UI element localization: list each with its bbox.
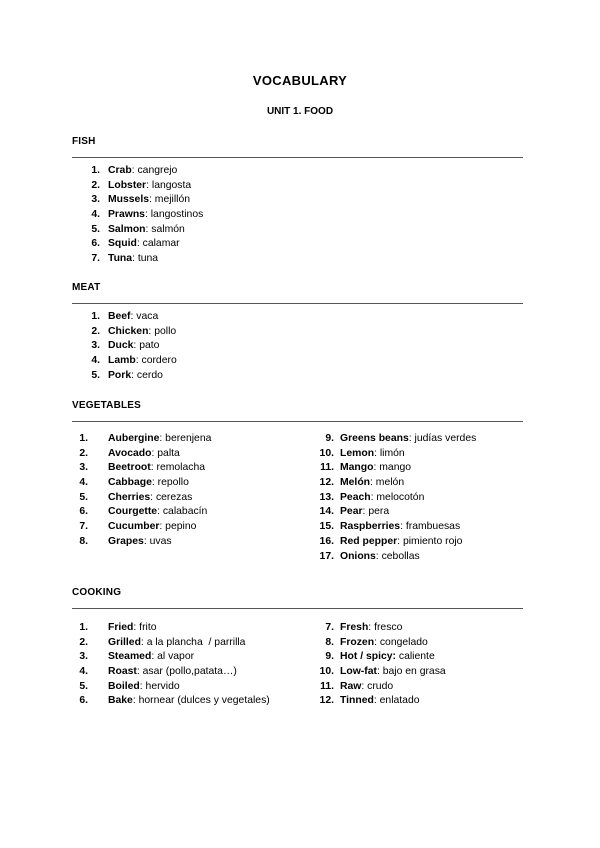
section-heading-cooking: COOKING <box>72 587 122 598</box>
spanish-translation: remolacha <box>153 462 206 474</box>
separator: : <box>370 491 374 503</box>
separator: : <box>397 535 401 547</box>
vocab-item <box>79 650 270 665</box>
vocab-item <box>319 520 476 535</box>
spanish-translation: cordero <box>138 355 177 367</box>
separator: : <box>150 462 154 474</box>
spanish-translation: pimiento rojo <box>400 535 463 547</box>
spanish-translation: cebollas <box>378 550 420 562</box>
item-number: 6. <box>79 695 88 707</box>
english-term: Lamb <box>108 355 136 367</box>
vocab-item <box>325 650 446 665</box>
item-number: 10. <box>319 666 334 678</box>
vocab-item <box>91 310 177 325</box>
item-number: 2. <box>91 179 100 191</box>
separator: : <box>373 462 377 474</box>
english-term: Cherries <box>108 491 151 503</box>
english-term: Avocado <box>108 447 152 459</box>
spanish-translation: calabacín <box>159 506 208 518</box>
separator: : <box>130 311 134 322</box>
separator: : <box>151 477 155 489</box>
item-number: 8. <box>79 535 88 547</box>
item-number: 7. <box>91 253 100 265</box>
item-number: 13. <box>319 491 334 503</box>
english-term: Roast <box>108 666 137 678</box>
spanish-translation: mango <box>376 462 412 474</box>
spanish-translation: asar (pollo,patata…) <box>139 666 237 678</box>
item-number: 4. <box>79 477 88 489</box>
vocab-item <box>319 476 476 491</box>
item-number: 9. <box>325 433 334 444</box>
fish-list <box>91 164 204 267</box>
divider-fish <box>72 157 523 158</box>
separator: : <box>373 695 377 707</box>
english-term: Beetroot <box>108 462 151 474</box>
vocab-item <box>91 208 204 223</box>
english-term: Grapes <box>108 535 144 547</box>
item-number: 12. <box>319 477 334 489</box>
english-term: Raw <box>340 680 362 692</box>
vocab-item <box>319 447 476 462</box>
vocab-item <box>91 179 203 194</box>
english-term: Lemon <box>340 447 375 459</box>
item-number: 11. <box>320 680 334 692</box>
separator: : <box>368 622 372 633</box>
separator: : <box>136 666 140 678</box>
english-term: Lobster <box>108 179 147 191</box>
separator: : <box>133 622 137 633</box>
english-term: Fried <box>108 622 134 633</box>
separator: : <box>374 447 377 459</box>
vocab-item <box>325 636 446 651</box>
english-term: Tuna <box>108 253 133 265</box>
spanish-translation: vaca <box>133 311 159 322</box>
spanish-translation: tuna <box>134 253 159 265</box>
spanish-translation: enlatado <box>376 695 420 707</box>
english-term: Raspberries <box>340 521 401 533</box>
item-number: 6. <box>91 238 100 250</box>
vocab-item <box>79 535 211 550</box>
vocab-item <box>79 694 270 709</box>
spanish-translation: fresco <box>371 622 403 633</box>
english-term: Bake <box>108 695 133 707</box>
item-number: 5. <box>91 369 100 381</box>
english-term: Grilled <box>108 636 141 648</box>
spanish-translation: cerezas <box>153 491 193 503</box>
document-title: VOCABULARY <box>252 73 348 88</box>
spanish-translation: frambuesas <box>402 521 461 533</box>
cooking-list-right <box>319 621 446 709</box>
separator: : <box>400 521 403 533</box>
spanish-translation: repollo <box>154 477 189 489</box>
item-number: 8. <box>325 636 334 648</box>
spanish-translation: langosta <box>149 179 192 191</box>
vocab-item <box>319 665 446 680</box>
item-number: 1. <box>79 433 88 444</box>
spanish-translation: salmón <box>148 223 185 235</box>
separator: : <box>136 238 140 250</box>
vocab-item <box>79 665 270 680</box>
separator: : <box>144 209 148 221</box>
separator: : <box>140 636 144 648</box>
spanish-translation: limón <box>376 447 405 459</box>
english-term: Hot / spicy: <box>340 651 397 663</box>
spanish-translation: cerdo <box>134 369 163 381</box>
item-number: 3. <box>91 194 100 206</box>
vocab-item <box>320 461 476 476</box>
spanish-translation: pera <box>365 506 390 518</box>
english-term: Red pepper <box>340 535 398 547</box>
separator: : <box>133 340 137 352</box>
item-number: 15. <box>319 521 334 533</box>
separator: : <box>148 325 152 337</box>
spanish-translation: mejillón <box>151 194 191 206</box>
separator: : <box>131 369 134 381</box>
item-number: 6. <box>79 506 88 518</box>
english-term: Pork <box>108 369 132 381</box>
separator: : <box>157 506 160 518</box>
english-term: Steamed <box>108 651 152 663</box>
english-term: Duck <box>108 340 134 352</box>
english-term: Prawns <box>108 209 145 221</box>
vocab-item <box>320 680 446 695</box>
divider-cooking <box>72 608 523 609</box>
separator: : <box>135 355 139 367</box>
divider-meat <box>72 303 523 304</box>
vocab-item <box>79 461 211 476</box>
english-term: Mango <box>340 462 374 474</box>
separator: : <box>374 636 377 648</box>
vocab-item <box>91 369 177 384</box>
vocab-item <box>91 193 203 208</box>
vocab-item <box>319 505 476 520</box>
separator: : <box>131 165 135 176</box>
spanish-translation: crudo <box>364 680 394 692</box>
separator: : <box>408 433 412 444</box>
item-number: 5. <box>79 680 88 692</box>
spanish-translation: melón <box>372 477 405 489</box>
item-number: 4. <box>91 355 100 367</box>
english-term: Boiled <box>108 680 140 692</box>
item-number: 7. <box>79 521 88 533</box>
item-number: 2. <box>79 636 88 648</box>
section-heading-vegetables: VEGETABLES <box>72 400 142 411</box>
english-term: Tinned <box>340 695 374 707</box>
spanish-translation: congelado <box>376 636 428 648</box>
spanish-translation: hornear (dulces y vegetales) <box>135 695 270 707</box>
section-heading-fish: FISH <box>72 136 96 147</box>
item-number: 12. <box>319 695 334 707</box>
english-term: Greens beans <box>340 433 409 444</box>
item-number: 1. <box>91 165 100 176</box>
spanish-translation: pepino <box>162 521 197 533</box>
vocab-item <box>319 550 476 565</box>
spanish-translation: calamar <box>139 238 180 250</box>
item-number: 11. <box>320 462 334 474</box>
vocab-item <box>79 505 211 520</box>
vocab-item <box>91 223 203 238</box>
vocab-item <box>91 237 203 252</box>
divider-vegetables <box>72 421 523 422</box>
item-number: 7. <box>325 622 334 633</box>
cooking-list-left <box>79 621 270 709</box>
vocab-item <box>325 621 446 636</box>
separator: : <box>145 223 149 235</box>
english-term: Pear <box>340 506 363 518</box>
vocab-item <box>79 621 270 636</box>
english-term: Fresh <box>340 622 369 633</box>
unit-subtitle: UNIT 1. FOOD <box>266 106 334 117</box>
english-term: Chicken <box>108 325 149 337</box>
spanish-translation: uvas <box>146 535 172 547</box>
separator: : <box>375 550 379 562</box>
vocab-item <box>325 432 477 447</box>
spanish-translation: caliente <box>396 651 435 663</box>
item-number: 10. <box>319 447 334 459</box>
vocab-item <box>91 164 203 179</box>
spanish-translation: langostinos <box>147 209 204 221</box>
separator: : <box>159 433 163 444</box>
vocab-item <box>91 354 177 369</box>
separator: : <box>132 253 135 265</box>
item-number: 17. <box>319 550 334 562</box>
vocab-item <box>79 520 211 535</box>
spanish-translation: melocotón <box>373 491 425 503</box>
english-term: Courgette <box>108 506 158 518</box>
item-number: 4. <box>91 209 100 221</box>
spanish-translation: bajo en grasa <box>379 666 446 678</box>
item-number: 16. <box>319 535 334 547</box>
vocab-item <box>79 447 211 462</box>
english-term: Melón <box>340 477 371 489</box>
separator: : <box>132 695 136 707</box>
english-term: Low-fat <box>340 666 377 678</box>
english-term: Beef <box>108 311 131 322</box>
spanish-translation: al vapor <box>154 651 195 663</box>
vocab-item <box>319 694 446 709</box>
vocab-item <box>91 252 203 267</box>
english-term: Peach <box>340 491 371 503</box>
separator: : <box>143 535 147 547</box>
spanish-translation: frito <box>136 622 157 633</box>
vocab-item <box>79 680 270 695</box>
vocab-item <box>319 535 476 550</box>
english-term: Salmon <box>108 223 146 235</box>
separator: : <box>376 666 380 678</box>
item-number: 5. <box>79 491 88 503</box>
vocab-item <box>79 491 211 506</box>
spanish-translation: pato <box>136 340 160 352</box>
spanish-translation: palta <box>154 447 180 459</box>
vegetables-list-right <box>319 432 477 564</box>
item-number: 3. <box>79 651 88 663</box>
separator: : <box>159 521 163 533</box>
item-number: 14. <box>319 506 334 518</box>
english-term: Crab <box>108 165 132 176</box>
english-term: Cucumber <box>108 521 160 533</box>
vocab-item <box>91 325 177 340</box>
separator: : <box>151 651 155 663</box>
separator: : <box>149 194 152 206</box>
item-number: 3. <box>79 462 88 474</box>
separator: : <box>139 680 143 692</box>
spanish-translation: cangrejo <box>134 165 178 176</box>
english-term: Squid <box>108 238 137 250</box>
english-term: Frozen <box>340 636 375 648</box>
spanish-translation: berenjena <box>162 433 212 444</box>
item-number: 5. <box>91 223 100 235</box>
vegetables-list-left <box>79 432 212 550</box>
english-term: Onions <box>340 550 376 562</box>
spanish-translation: pollo <box>151 325 177 337</box>
item-number: 3. <box>91 340 100 352</box>
separator: : <box>150 491 154 503</box>
item-number: 1. <box>79 622 88 633</box>
vocab-item <box>79 432 212 447</box>
english-term: Cabbage <box>108 477 152 489</box>
separator: : <box>146 179 149 191</box>
vocab-item <box>79 636 270 651</box>
meat-list <box>91 310 177 383</box>
english-term: Mussels <box>108 194 150 206</box>
vocab-item <box>79 476 211 491</box>
section-heading-meat: MEAT <box>72 282 101 293</box>
spanish-translation: hervido <box>142 680 180 692</box>
item-number: 9. <box>325 651 334 663</box>
vocab-item <box>91 339 177 354</box>
separator: : <box>361 680 365 692</box>
item-number: 1. <box>91 311 100 322</box>
vocab-item <box>319 491 476 506</box>
spanish-translation: a la plancha / parrilla <box>143 636 246 648</box>
item-number: 4. <box>79 666 88 678</box>
spanish-translation: judías verdes <box>411 433 477 444</box>
item-number: 2. <box>79 447 88 459</box>
separator: : <box>151 447 155 459</box>
english-term: Aubergine <box>108 433 160 444</box>
separator: : <box>362 506 366 518</box>
item-number: 2. <box>91 325 100 337</box>
separator: : <box>370 477 373 489</box>
